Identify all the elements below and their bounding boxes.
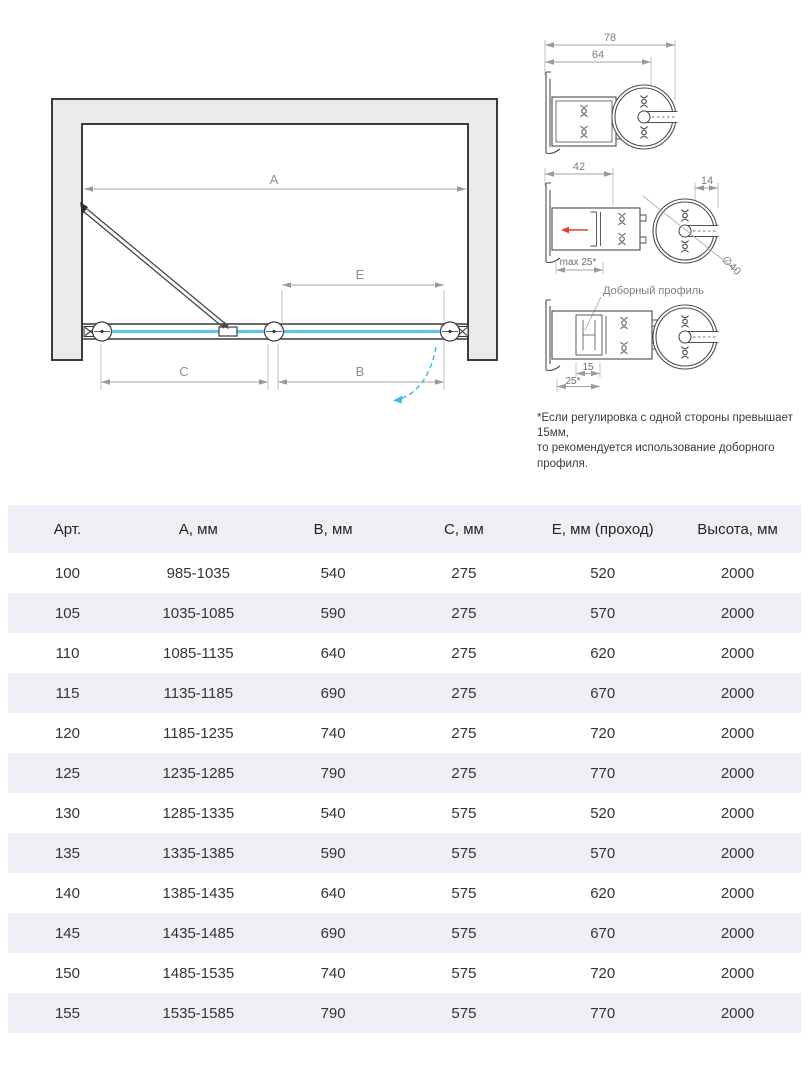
- max-25-label: max 25*: [559, 257, 597, 268]
- door-swing-arrow: [393, 347, 436, 404]
- table-cell: 2000: [720, 604, 755, 622]
- table-cell: 520: [590, 564, 616, 582]
- dim-25-label: 25*: [565, 376, 581, 387]
- table-cell: 1435-1485: [162, 924, 235, 942]
- profile-section-top: [545, 32, 678, 154]
- table-header-cell: А, мм: [178, 520, 218, 538]
- table-row: [8, 873, 801, 913]
- table-cell: 720: [590, 964, 616, 982]
- roller-right: [441, 322, 460, 341]
- table-cell: 100: [54, 564, 80, 582]
- dim-c-label: C: [179, 364, 189, 379]
- table-cell: 770: [590, 764, 616, 782]
- dim-64-label: 64: [591, 49, 605, 61]
- table-cell: 145: [54, 924, 80, 942]
- table-cell: 575: [451, 844, 477, 862]
- table-cell: 640: [320, 644, 346, 662]
- table-row: [8, 553, 801, 593]
- table-cell: 1085-1135: [162, 644, 234, 662]
- table-cell: 115: [55, 684, 80, 702]
- table-row: [8, 793, 801, 833]
- spec-table: [8, 505, 801, 1033]
- spec-table-body: [8, 553, 801, 1033]
- table-cell: 1235-1285: [162, 764, 235, 782]
- table-row: [8, 633, 801, 673]
- profile-section-bottom: [546, 285, 719, 392]
- table-cell: 575: [451, 1004, 477, 1022]
- table-cell: 790: [320, 764, 346, 782]
- diameter-40-label: ∅40: [719, 253, 744, 278]
- table-row: [8, 993, 801, 1033]
- table-cell: 570: [590, 844, 616, 862]
- table-cell: 570: [590, 604, 616, 622]
- table-cell: 670: [590, 684, 616, 702]
- table-cell: 670: [590, 924, 616, 942]
- table-header-row: [8, 505, 801, 553]
- adjustment-footnote: [537, 411, 805, 472]
- table-header-cell: Высота, мм: [697, 520, 778, 538]
- table-cell: 150: [54, 964, 80, 982]
- table-cell: 105: [54, 604, 80, 622]
- table-header-cell: В, мм: [313, 520, 353, 538]
- table-cell: 690: [320, 684, 346, 702]
- table-cell: 2000: [720, 964, 755, 982]
- wall-outline: [52, 99, 497, 360]
- table-cell: 690: [320, 924, 346, 942]
- table-cell: 575: [451, 804, 477, 822]
- table-cell: 2000: [720, 684, 755, 702]
- table-cell: 1385-1435: [162, 884, 235, 902]
- table-cell: 790: [320, 1004, 346, 1022]
- table-cell: 130: [54, 804, 80, 822]
- table-cell: 1535-1585: [162, 1004, 235, 1022]
- profile-section-middle: [545, 161, 743, 278]
- footnote-line-1: *Если регулировка с одной стороны превышает 15мм,: [537, 412, 793, 440]
- table-row: [8, 833, 801, 873]
- dim-78-label: 78: [603, 32, 617, 44]
- dimension-e: [282, 267, 444, 285]
- dimension-a: [84, 172, 466, 189]
- table-cell: 575: [451, 964, 477, 982]
- table-cell: 1335-1385: [162, 844, 235, 862]
- dim-b-label: B: [355, 364, 365, 379]
- table-cell: 275: [451, 764, 477, 782]
- dim-15-label: 15: [582, 362, 594, 373]
- table-cell: 120: [54, 724, 80, 742]
- dim-e-label: E: [355, 267, 365, 282]
- table-cell: 740: [320, 724, 346, 742]
- table-cell: 275: [451, 644, 477, 662]
- dim-a-label: A: [269, 172, 279, 187]
- table-cell: 275: [451, 604, 477, 622]
- table-cell: 2000: [720, 644, 755, 662]
- dimension-b: [278, 364, 444, 382]
- plan-diagram-svg: [0, 0, 540, 480]
- table-cell: 2000: [720, 844, 755, 862]
- table-row: [8, 753, 801, 793]
- roller-middle: [265, 322, 284, 341]
- table-cell: 2000: [720, 564, 755, 582]
- table-cell: 740: [320, 964, 346, 982]
- table-cell: 275: [451, 724, 477, 742]
- roller-left: [93, 322, 112, 341]
- table-cell: 620: [590, 884, 616, 902]
- table-cell: 155: [54, 1004, 80, 1022]
- table-cell: 520: [590, 804, 616, 822]
- table-cell: 275: [451, 684, 477, 702]
- adjust-arrow: [561, 227, 588, 234]
- extension-profile-label: Доборный профиль: [603, 285, 704, 297]
- table-cell: 1485-1535: [162, 964, 235, 982]
- dimension-c: [101, 364, 268, 382]
- footnote-line-2: то рекомендуется использование доборного профиля.: [537, 442, 775, 470]
- table-row: [8, 713, 801, 753]
- table-cell: 575: [451, 924, 477, 942]
- table-cell: 985-1035: [166, 564, 230, 582]
- table-cell: 640: [320, 884, 346, 902]
- table-header-cell: Е, мм (проход): [551, 520, 654, 538]
- table-cell: 125: [54, 764, 80, 782]
- spec-table-container: [8, 505, 801, 1033]
- table-cell: 2000: [720, 764, 755, 782]
- table-cell: 770: [590, 1004, 616, 1022]
- table-cell: 2000: [720, 924, 755, 942]
- table-cell: 590: [320, 844, 346, 862]
- table-cell: 620: [590, 644, 616, 662]
- table-cell: 140: [54, 884, 80, 902]
- table-cell: 1185-1235: [162, 724, 234, 742]
- table-cell: 2000: [720, 1004, 755, 1022]
- table-cell: 1035-1085: [162, 604, 235, 622]
- table-row: [8, 673, 801, 713]
- table-cell: 135: [54, 844, 80, 862]
- table-header-cell: С, мм: [444, 520, 484, 538]
- table-cell: 2000: [720, 884, 755, 902]
- dim-42-label: 42: [572, 161, 586, 173]
- table-cell: 720: [590, 724, 616, 742]
- table-cell: 110: [55, 644, 80, 662]
- table-cell: 275: [451, 564, 477, 582]
- table-row: [8, 913, 801, 953]
- dim-14-label: 14: [700, 175, 714, 187]
- table-cell: 2000: [720, 724, 755, 742]
- door-panel: [80, 202, 229, 329]
- table-cell: 540: [320, 804, 346, 822]
- table-cell: 2000: [720, 804, 755, 822]
- table-row: [8, 953, 801, 993]
- table-cell: 590: [320, 604, 346, 622]
- table-cell: 1285-1335: [162, 804, 235, 822]
- table-cell: 540: [320, 564, 346, 582]
- table-header-cell: Арт.: [53, 520, 82, 538]
- table-cell: 575: [451, 884, 477, 902]
- table-row: [8, 593, 801, 633]
- profiles-diagram-svg: [530, 15, 809, 415]
- table-cell: 1135-1185: [163, 684, 234, 702]
